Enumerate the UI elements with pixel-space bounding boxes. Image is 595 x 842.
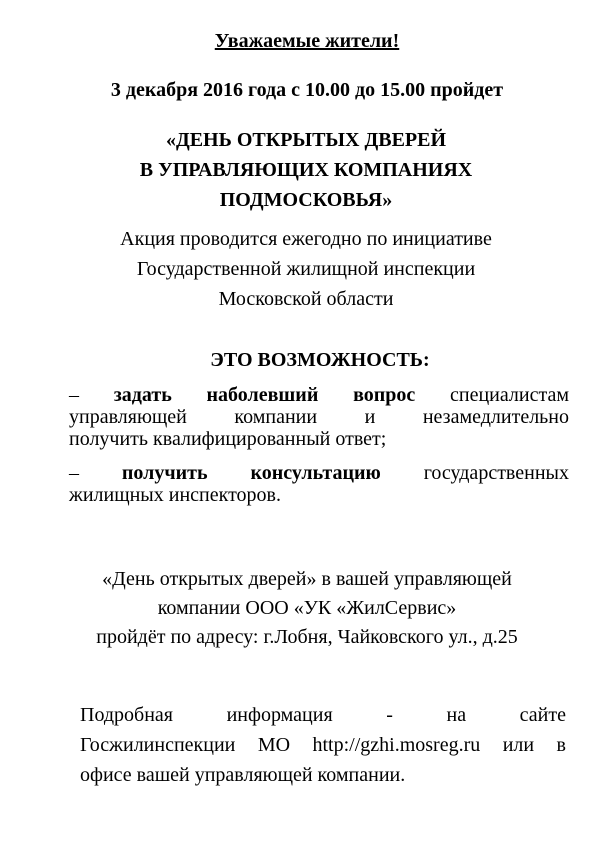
text-word: компании — [234, 406, 318, 428]
text-line — [69, 462, 569, 484]
greeting-heading: Уважаемые жители! — [214, 30, 400, 52]
text-line — [80, 760, 566, 790]
text-word: Госжилинспекции — [80, 734, 236, 756]
website-url: http://gzhi.mosreg.ru — [312, 734, 481, 756]
emphasis-word: задать — [113, 384, 172, 406]
text-line — [69, 406, 569, 428]
event-date-line: 3 декабря 2016 года с 10.00 до 15.00 пройдет — [110, 79, 504, 101]
text-word: на — [446, 704, 467, 726]
emphasis-word: наболевший — [206, 384, 319, 406]
bullet-dash: – — [69, 462, 79, 484]
event-title-line: «ДЕНЬ ОТКРЫТЫХ ДВЕРЕЙ — [165, 129, 447, 151]
opportunity-item-consultation — [69, 462, 569, 506]
text-fragment: жилищных инспекторов. — [69, 484, 281, 506]
organizer-paragraph — [0, 224, 595, 314]
organizer-line: Государственной жилищной инспекции — [136, 258, 476, 280]
text-line — [80, 700, 566, 730]
text-word: или — [502, 734, 535, 756]
organizer-line: Московской области — [218, 288, 394, 310]
text-word: и — [364, 406, 376, 428]
text-word: сайте — [519, 704, 566, 726]
text-fragment: офисе вашей управляющей компании. — [80, 764, 406, 786]
event-title-line: ПОДМОСКОВЬЯ» — [219, 189, 393, 211]
text-line — [69, 384, 569, 406]
address-paragraph — [0, 565, 595, 652]
opportunities-heading: ЭТО ВОЗМОЖНОСТЬ: — [210, 349, 430, 371]
emphasis-word: консультацию — [250, 462, 381, 484]
text-word: информация — [226, 704, 333, 726]
address-line: компании ООО «УК «ЖилСервис» — [157, 597, 457, 619]
text-word: управляющей — [69, 406, 187, 428]
emphasis-word: получить — [121, 462, 208, 484]
text-line — [80, 730, 566, 760]
text-word: специалистам — [450, 384, 569, 406]
event-title — [0, 125, 595, 215]
more-info-paragraph — [80, 700, 566, 790]
text-word: незамедлительно — [422, 406, 569, 428]
text-line — [69, 428, 569, 450]
address-line: пройдёт по адресу: г.Лобня, Чайковского ул., д.25 — [96, 626, 518, 648]
text-word: - — [386, 704, 393, 726]
bullet-dash: – — [69, 384, 79, 406]
address-line: «День открытых дверей» в вашей управляющей — [102, 568, 512, 590]
opportunity-item-ask-question — [69, 384, 569, 450]
text-word: государственных — [423, 462, 569, 484]
text-word: в — [556, 734, 566, 756]
organizer-line: Акция проводится ежегодно по инициативе — [120, 228, 492, 250]
text-word: МО — [257, 734, 291, 756]
event-title-line: В УПРАВЛЯЮЩИХ КОМПАНИЯХ — [139, 159, 473, 181]
emphasis-word: вопрос — [353, 384, 416, 406]
text-line — [69, 484, 569, 506]
text-fragment: получить квалифицированный ответ; — [69, 428, 387, 450]
text-word: Подробная — [80, 704, 173, 726]
